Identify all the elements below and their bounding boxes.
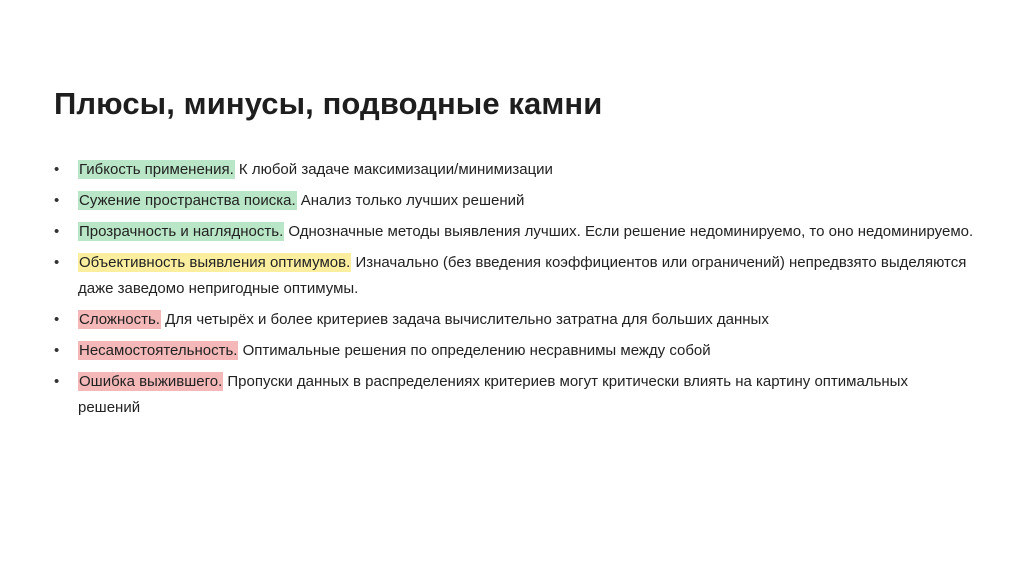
bullet-highlight: Сужение пространства поиска. xyxy=(79,192,296,209)
bullet-text: Однозначные методы выявления лучших. Если решение недоминируемо, то оно недоминируемо. xyxy=(284,223,974,240)
bullet-dot-icon: • xyxy=(54,373,60,390)
bullet-dot-icon: • xyxy=(54,254,60,271)
bullet-highlight: Несамостоятельность. xyxy=(79,342,238,359)
bullet-highlight: Гибкость применения. xyxy=(79,161,234,178)
bullet-highlight: Ошибка выжившего. xyxy=(79,373,223,390)
bullet-item-transparency xyxy=(54,219,974,245)
bullet-dot-icon: • xyxy=(54,161,60,178)
bullet-dot-icon: • xyxy=(54,342,60,359)
slide-title: Плюсы, минусы, подводные камни xyxy=(54,86,603,121)
bullet-text: Оптимальные решения по определению несравнимы между собой xyxy=(238,342,711,359)
bullet-text: Изначально (без введения коэффициентов или ограничений) непредвзято выделяются даже заведомо непригодные оптимумы. xyxy=(78,254,967,297)
bullet-item-search-space xyxy=(54,188,974,214)
bullet-dot-icon: • xyxy=(54,192,60,209)
bullet-text: Пропуски данных в распределениях критериев могут критически влиять на картину оптимальных решений xyxy=(78,373,908,416)
bullet-item-flexibility xyxy=(54,157,974,183)
bullet-highlight: Прозрачность и наглядность. xyxy=(79,223,284,240)
bullet-dot-icon: • xyxy=(54,223,60,240)
bullet-text: К любой задаче максимизации/минимизации xyxy=(234,161,553,178)
bullet-item-survivorship xyxy=(54,369,974,421)
bullet-highlight: Сложность. xyxy=(79,311,160,328)
bullet-dot-icon: • xyxy=(54,311,60,328)
bullet-item-complexity xyxy=(54,307,974,333)
bullet-highlight: Объективность выявления оптимумов. xyxy=(79,254,351,271)
bullet-text: Анализ только лучших решений xyxy=(296,192,525,209)
bullet-text: Для четырёх и более критериев задача вычислительно затратна для больших данных xyxy=(160,311,769,328)
bullet-item-objectivity xyxy=(54,250,974,302)
bullet-item-dependence xyxy=(54,338,974,364)
bullet-list xyxy=(54,157,974,426)
